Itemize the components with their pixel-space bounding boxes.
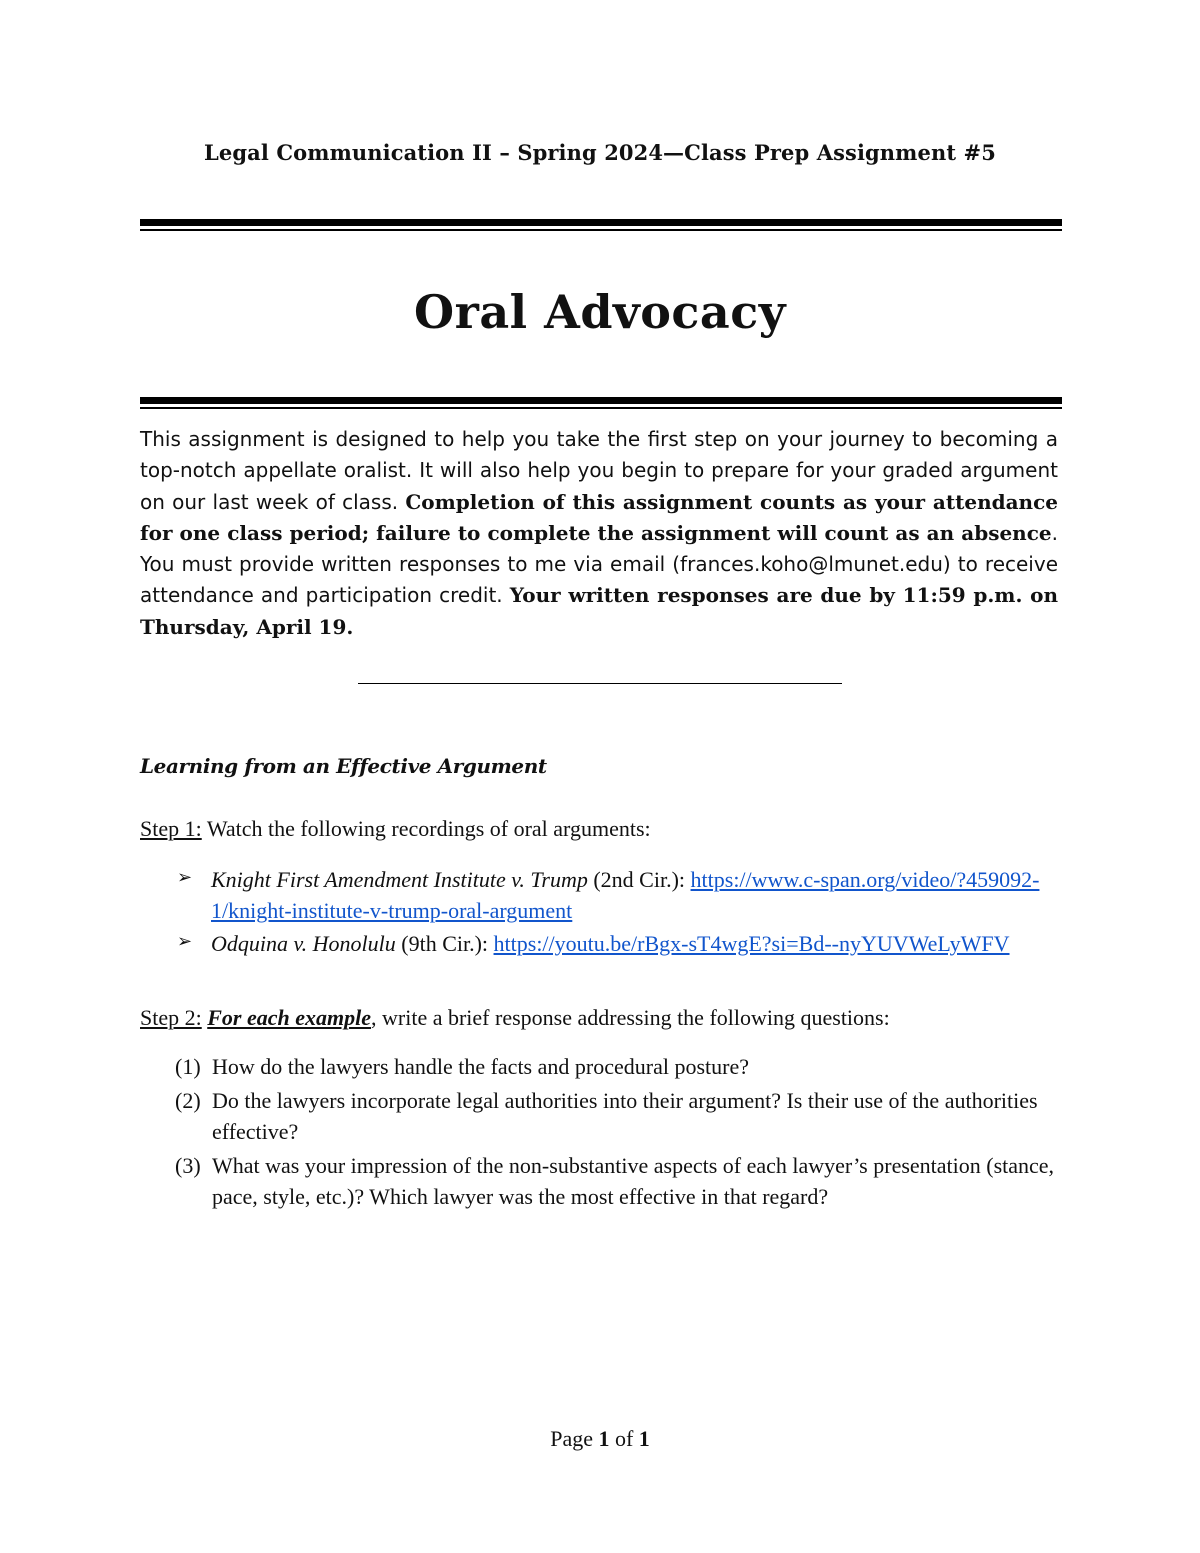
question-list [175, 1051, 1055, 1215]
list-item [175, 1085, 1055, 1148]
intro-text-2: . You must provide written responses to me via email (frances.koho@lmunet.edu) to receive attendance and participation credit. [140, 520, 1058, 608]
page-total: 1 [638, 1426, 650, 1451]
question-number: (3) [175, 1152, 201, 1178]
case-court: (2nd Cir.): [587, 867, 691, 892]
question-number: (1) [175, 1054, 201, 1079]
case-name: Odquina v. Honolulu [211, 931, 396, 956]
step-1-label: Step 1: [140, 816, 202, 841]
step-2 [140, 1005, 1060, 1031]
intro-attendance-note: Completion of this assignment counts as your attendance for one class period; failure to complete the assignment will count as an absence [140, 489, 1058, 545]
intro-text-1: This assignment is designed to help you take the first step on your journey to becoming a top-notch appellate oralist. It will also help you begin to prepare for your graded argument on our last week of class. [140, 427, 1058, 514]
intro-paragraph [140, 424, 1058, 643]
step-2-label: Step 2: [140, 1005, 202, 1030]
arrow-bullet-icon: ➢ [177, 931, 193, 951]
intro-due-date: Your written responses are due by 11:59 p.m. on Thursday, April 19. [140, 583, 1058, 639]
list-item [177, 928, 1057, 959]
section-heading: Learning from an Effective Argument [140, 754, 547, 778]
list-item [177, 864, 1057, 926]
arrow-bullet-icon: ➢ [177, 867, 193, 887]
page-current: 1 [598, 1426, 610, 1451]
video-link[interactable]: https://youtu.be/rBgx-sT4wgE?si=Bd--nyYUVWeLyWFV [493, 931, 1010, 956]
step-1-text: Watch the following recordings of oral arguments: [201, 816, 651, 841]
step-2-text: , write a brief response addressing the following questions: [371, 1005, 890, 1030]
case-name: Knight First Amendment Institute v. Trump [211, 867, 588, 892]
video-list [177, 864, 1057, 961]
question-text: What was your impression of the non-substantive aspects of each lawyer’s presentation (stance, pace, style, etc.)? Which lawyer was the most effective in that regard? [212, 1152, 1055, 1209]
page-title: Oral Advocacy [414, 285, 786, 339]
course-header: Legal Communication II – Spring 2024—Class Prep Assignment #5 [204, 140, 996, 165]
page-footer [0, 1426, 1200, 1452]
list-item [175, 1051, 1055, 1083]
step-1 [140, 816, 1060, 842]
page-label: Page [550, 1426, 599, 1451]
case-court: (9th Cir.): [395, 931, 494, 956]
list-item [175, 1150, 1055, 1213]
title-rule [140, 397, 1062, 409]
question-text: How do the lawyers handle the facts and procedural posture? [212, 1054, 749, 1079]
question-number: (2) [175, 1087, 201, 1113]
question-text: Do the lawyers incorporate legal authorities into their argument? Is their use of the authorities effective? [212, 1087, 1038, 1144]
step-2-emphasis: For each example [207, 1005, 371, 1030]
of-label: of [609, 1426, 639, 1451]
section-divider [358, 683, 842, 684]
top-rule [140, 219, 1062, 231]
video-link[interactable]: https://www.c-span.org/video/?459092-1/knight-institute-v-trump-oral-argument [211, 867, 1040, 923]
